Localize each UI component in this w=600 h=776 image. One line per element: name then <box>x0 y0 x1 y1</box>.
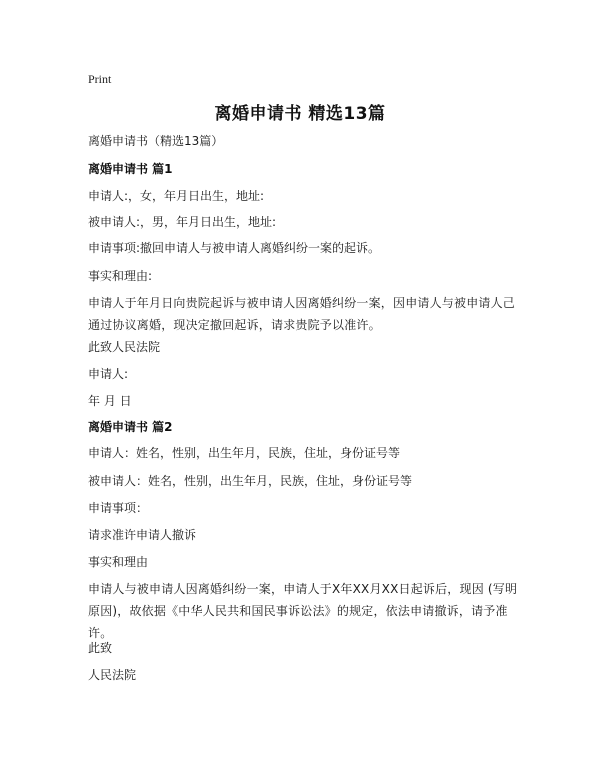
applicant-line: 申请人:，女，年月日出生，地址: <box>88 189 265 203</box>
section-heading-2: 离婚申请书 篇2 <box>88 420 173 434</box>
date-line: 年 月 日 <box>88 394 132 408</box>
subtitle: 离婚申请书（精选13篇） <box>88 134 224 148</box>
application-matter: 申请事项:撤回申请人与被申请人离婚纠纷一案的起诉。 <box>88 241 381 255</box>
court-line-2: 人民法院 <box>88 668 137 682</box>
court-address: 此致人民法院 <box>88 340 161 354</box>
signature-line: 申请人: <box>88 367 129 381</box>
page-title: 离婚申请书 精选13篇 <box>214 104 386 124</box>
matter-label-2: 申请事项： <box>88 501 149 515</box>
section-heading-1: 离婚申请书 篇1 <box>88 162 173 176</box>
print-link[interactable]: Print <box>88 72 112 86</box>
facts-paragraph-2: 申请人与被申请人因离婚纠纷一案，申请人于X年XX月XX日起诉后，现因 (写明原因)，故依据《中华人民共和国民事诉讼法》的规定，依法申请撤诉，请予准许。 <box>88 582 518 640</box>
facts-label: 事实和理由: <box>88 269 153 283</box>
applicant-line-2: 申请人：姓名，性别，出生年月，民族，住址，身份证号等 <box>88 446 401 460</box>
facts-paragraph: 申请人于年月日向贵院起诉与被申请人因离婚纠纷一案，因申请人与被申请人己通过协议离婚，现决定撤回起诉，请求贵院予以准许。 <box>88 296 516 332</box>
matter-body-2: 请求准许申请人撤诉 <box>88 528 197 542</box>
closing-line: 此致 <box>88 641 113 655</box>
respondent-line-2: 被申请人：姓名，性别，出生年月，民族，住址，身份证号等 <box>88 474 413 488</box>
facts-label-2: 事实和理由 <box>88 555 149 569</box>
respondent-line: 被申请人:，男，年月日出生，地址: <box>88 215 277 229</box>
